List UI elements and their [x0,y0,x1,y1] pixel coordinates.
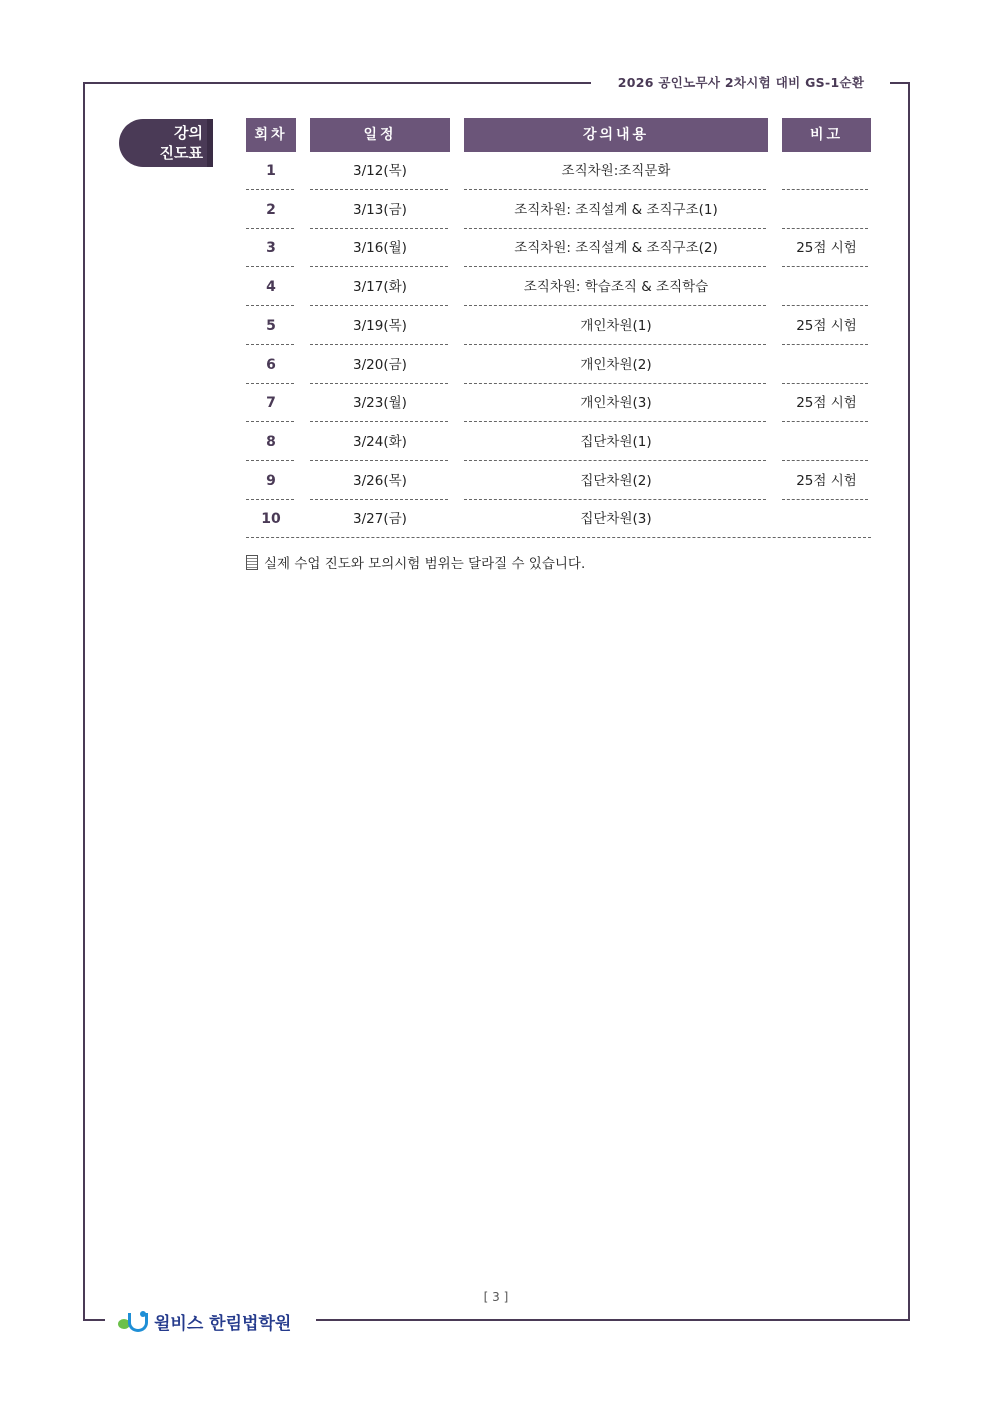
round-cell: 3 [266,240,276,257]
table-row [0,191,992,229]
note-cell [782,346,871,384]
table-row [0,229,992,267]
table-row [0,384,992,422]
table-row [0,268,992,306]
round-cell: 8 [266,433,276,450]
table-bottom-divider [246,537,871,538]
section-title-line1: 강의 [174,124,203,142]
content-cell: 집단차원(1) [580,433,652,450]
page-number: [ 3 ] [483,1290,509,1304]
round-cell: 2 [266,201,276,218]
date-cell: 3/19(목) [353,317,407,334]
note-cell [782,500,871,538]
note-cell: 25점 시험 [796,240,857,257]
table-row [0,500,992,538]
content-cell: 집단차원(3) [580,511,652,528]
content-cell: 개인차원(2) [580,356,652,373]
content-cell: 개인차원(1) [580,317,652,334]
table-row [0,152,992,190]
note-cell: 25점 시험 [796,317,857,334]
content-cell: 개인차원(3) [580,395,652,412]
table-row [0,346,992,384]
date-cell: 3/13(금) [353,201,407,218]
note-cell: 25점 시험 [796,395,857,412]
section-title-line2: 진도표 [159,144,203,162]
round-cell: 10 [261,511,281,528]
disclaimer-text: 실제 수업 진도와 모의시험 범위는 달라질 수 있습니다. [264,556,586,572]
round-cell: 4 [266,279,276,296]
round-cell: 6 [266,356,276,373]
table-row [0,423,992,461]
column-header-round: 회차 [246,118,296,152]
logo [116,1307,291,1335]
column-header-note: 비고 [782,118,871,152]
date-cell: 3/27(금) [353,511,407,528]
logo-text: 윌비스 한림법학원 [154,1313,292,1334]
content-cell: 조직차원: 조직설계 & 조직구조(1) [514,201,718,218]
frame-top-line [83,82,591,84]
frame-bottom-line-left [83,1319,105,1321]
note-cell [782,268,871,306]
note-cell [782,152,871,190]
memo-icon [246,555,258,570]
frame-bottom-line [316,1319,910,1321]
disclaimer-note [246,552,585,572]
column-header-content: 강의내용 [464,118,768,152]
content-cell: 집단차원(2) [580,472,652,489]
content-cell: 조직차원:조직문화 [561,163,671,179]
date-cell: 3/24(화) [353,433,407,450]
date-cell: 3/17(화) [353,279,407,296]
note-cell [782,423,871,461]
round-cell: 1 [266,163,276,179]
note-cell [782,191,871,229]
date-cell: 3/26(목) [353,472,407,489]
column-header-date: 일정 [310,118,450,152]
content-cell: 조직차원: 조직설계 & 조직구조(2) [514,240,718,257]
round-cell: 9 [266,472,276,489]
table-row [0,462,992,500]
date-cell: 3/23(월) [353,395,407,412]
date-cell: 3/20(금) [353,356,407,373]
frame-top-line-right [890,82,910,84]
date-cell: 3/16(월) [353,240,407,257]
content-cell: 조직차원: 학습조직 & 조직학습 [523,279,709,296]
note-cell: 25점 시험 [796,472,857,489]
round-cell: 7 [266,395,276,412]
header-title: 2026 공인노무사 2차시험 대비 GS-1순환 [617,75,865,90]
table-row [0,307,992,345]
date-cell: 3/12(목) [353,163,407,179]
round-cell: 5 [266,317,276,334]
logo-mark-icon [116,1309,150,1333]
